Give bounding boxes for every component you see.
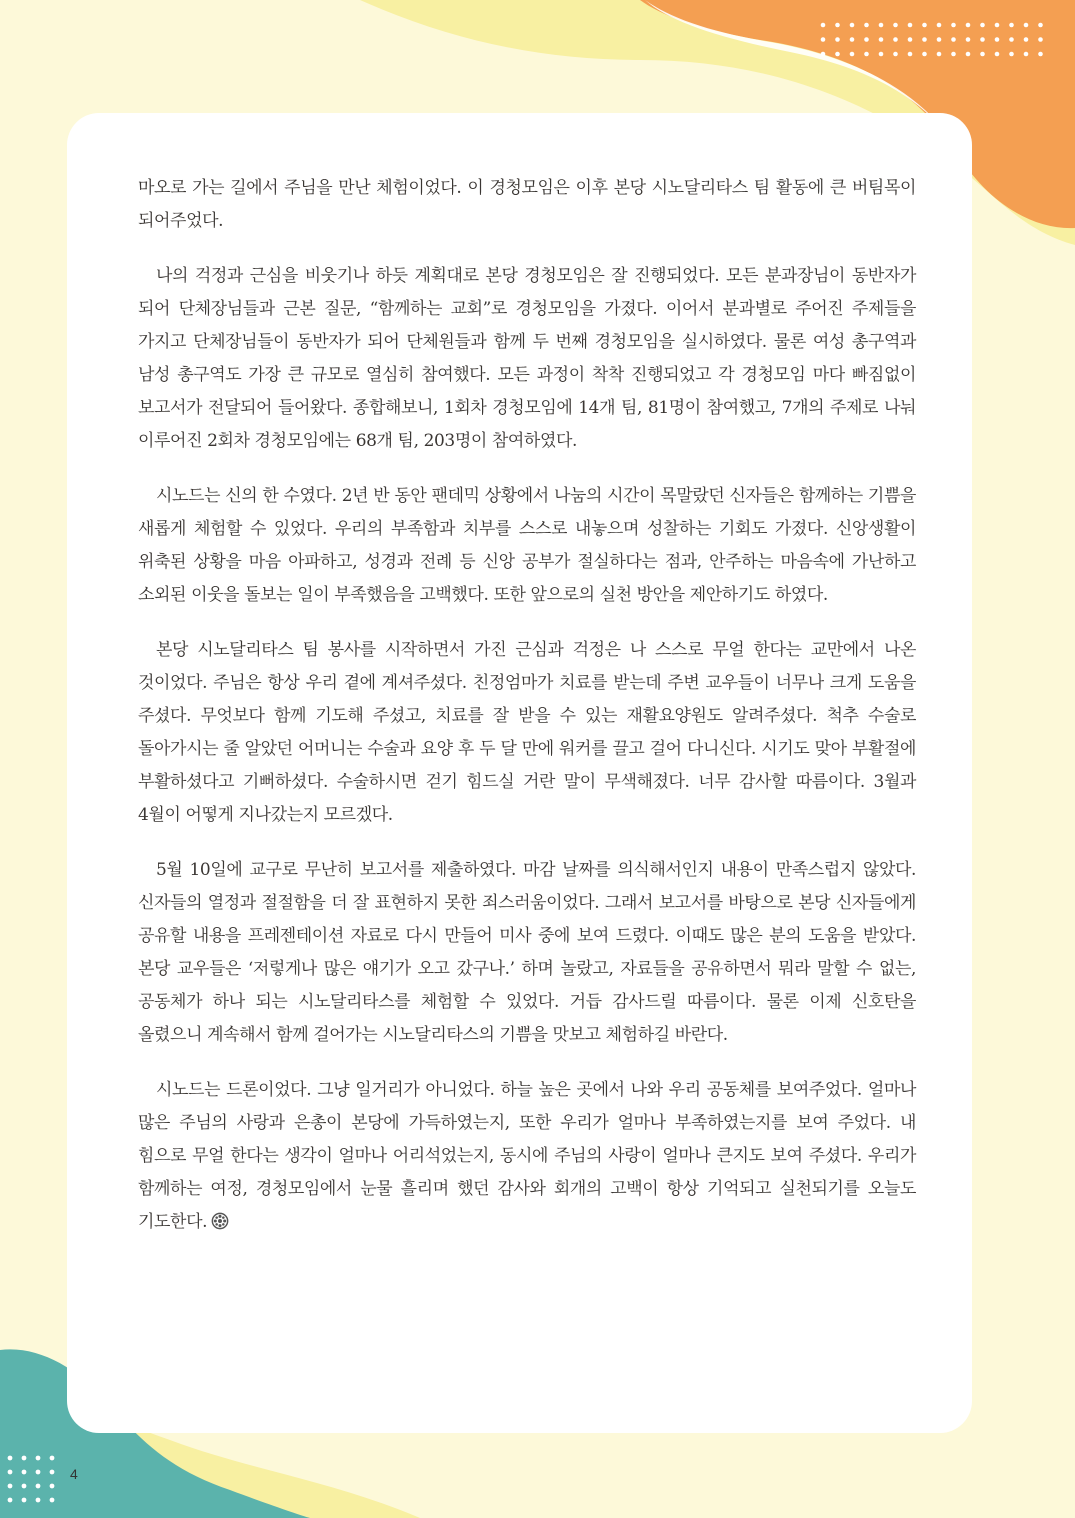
decor-dot [50,1456,55,1461]
paragraph-1: 마오로 가는 길에서 주님을 만난 체험이었다. 이 경청모임은 이후 본당 시노달리타스 팀 활동에 큰 버팀목이 되어주었다. [138,178,916,231]
decor-dot [922,23,927,28]
decor-dot [1009,37,1014,42]
decor-dot [980,23,985,28]
decor-dot [922,37,927,42]
decor-dot [1009,52,1014,57]
decor-dot [835,52,840,57]
decor-dot [995,37,1000,42]
decor-dot [951,23,956,28]
decor-dot [1024,23,1029,28]
decor-dot [36,1456,41,1461]
decor-dot [937,37,942,42]
decor-dot [22,1470,27,1475]
decor-dot [36,1484,41,1489]
decor-dot [1024,37,1029,42]
decor-dot [8,1470,13,1475]
decor-dot [966,52,971,57]
decor-dot [966,37,971,42]
decor-dot [951,37,956,42]
decor-dot [1038,37,1043,42]
decor-dot [36,1470,41,1475]
page-number: 4 [70,1466,78,1482]
decor-dot [50,1498,55,1503]
decor-dot [835,23,840,28]
decor-dot [850,52,855,57]
decor-dot [821,52,826,57]
decor-dot [50,1484,55,1489]
decor-dot [893,23,898,28]
decor-dot [864,23,869,28]
decor-dot [8,1484,13,1489]
decor-dot [980,37,985,42]
decor-dot [1009,23,1014,28]
decor-dot [850,37,855,42]
decor-dot [879,23,884,28]
decor-dot [995,52,1000,57]
decor-dot [835,37,840,42]
decor-dot [22,1484,27,1489]
decor-dot [908,52,913,57]
decor-dot [908,37,913,42]
decor-dot [922,52,927,57]
decor-dot [22,1498,27,1503]
paragraph-3: 시노드는 신의 한 수였다. 2년 반 동안 팬데믹 상황에서 나눔의 시간이 목말랐던 신자들은 함께하는 기쁨을 새롭게 체험할 수 있었다. 우리의 부족함과 치부를 스스로 내놓으며 성찰하는 기회도 가졌다. 신앙생활이 위축된 상황을 마음 아파하고, 성경과 전례 등 신앙 공부가 절실하다는 점과, 안주하는 마음속에 가난하고 소외된 이웃을 돌보는 일이 부족했음을 고백했다. 또한 앞으로의 실천 방안을 제안하기도 하였다. [138,486,916,605]
decor-dot [951,52,956,57]
decor-dot [879,52,884,57]
decor-dot [864,37,869,42]
decor-dot [50,1470,55,1475]
decor-dot [893,52,898,57]
decor-dot [1038,23,1043,28]
decor-dot [980,52,985,57]
decor-dot [966,23,971,28]
paragraph-6 [138,1074,916,1239]
decor-dot [937,52,942,57]
decor-dot [908,23,913,28]
decor-dot [821,23,826,28]
decor-dot [893,37,898,42]
wheel-emblem-icon [211,1212,229,1230]
decor-dot [1038,52,1043,57]
decor-dot [8,1498,13,1503]
article-body [138,172,916,1261]
decor-dot [850,23,855,28]
decor-dot [937,23,942,28]
paragraph-2: 나의 걱정과 근심을 비웃기나 하듯 계획대로 본당 경청모임은 잘 진행되었다. 모든 분과장님이 동반자가 되어 단체장님들과 근본 질문, “함께하는 교회”로 경청모임을 가졌다. 이어서 분과별로 주어진 주제들을 가지고 단체장님들이 동반자가 되어 단체원들과 함께 두 번째 경청모임을 실시하였다. 물론 여성 총구역과 남성 총구역도 가장 큰 규모로 열심히 참여했다. 모든 과정이 착착 진행되었고 각 경청모임 마다 빠짐없이 보고서가 전달되어 들어왔다. 종합해보니, 1회차 경청모임에 14개 팀, 81명이 참여했고, 7개의 주제로 나눠 이루어진 2회차 경청모임에는 68개 팀, 203명이 참여하였다. [138,266,916,451]
decor-dot [1024,52,1029,57]
decor-dot [8,1456,13,1461]
decor-dot [995,23,1000,28]
paragraph-6-text: 시노드는 드론이었다. 그냥 일거리가 아니었다. 하늘 높은 곳에서 나와 우리 공동체를 보여주었다. 얼마나 많은 주님의 사랑과 은총이 본당에 가득하였는지, 또한 우리가 얼마나 부족하였는지를 보여 주었다. 내 힘으로 무얼 한다는 생각이 얼마나 어리석었는지, 동시에 주님의 사랑이 얼마나 큰지도 보여 주셨다. 우리가 함께하는 여정, 경청모임에서 눈물 흘리며 했던 감사와 회개의 고백이 항상 기억되고 실천되기를 오늘도 기도한다. [138,1080,916,1232]
decor-dot [36,1498,41,1503]
paragraph-5: 5월 10일에 교구로 무난히 보고서를 제출하였다. 마감 날짜를 의식해서인지 내용이 만족스럽지 않았다. 신자들의 열정과 절절함을 더 잘 표현하지 못한 죄스러움이었다. 그래서 보고서를 바탕으로 본당 신자들에게 공유할 내용을 프레젠테이션 자료로 다시 만들어 미사 중에 보여 드렸다. 이때도 많은 분의 도움을 받았다. 본당 교우들은 ‘저렇게나 많은 얘기가 오고 갔구나.’ 하며 놀랐고, 자료들을 공유하면서 뭐라 말할 수 없는, 공동체가 하나 되는 시노달리타스를 체험할 수 있었다. 거듭 감사드릴 따름이다. 물론 이제 신호탄을 올렸으니 계속해서 함께 걸어가는 시노달리타스의 기쁨을 맛보고 체험하길 바란다. [138,860,916,1045]
paragraph-4: 본당 시노달리타스 팀 봉사를 시작하면서 가진 근심과 걱정은 나 스스로 무얼 한다는 교만에서 나온 것이었다. 주님은 항상 우리 곁에 계셔주셨다. 친정엄마가 치료를 받는데 주변 교우들이 너무나 크게 도움을 주셨다. 무엇보다 함께 기도해 주셨고, 치료를 잘 받을 수 있는 재활요양원도 알려주셨다. 척추 수술로 돌아가시는 줄 알았던 어머니는 수술과 요양 후 두 달 만에 워커를 끌고 걸어 다니신다. 시기도 맞아 부활절에 부활하셨다고 기뻐하셨다. 수술하시면 걷기 힘드실 거란 말이 무색해졌다. 너무 감사할 따름이다. 3월과 4월이 어떻게 지나갔는지 모르겠다. [138,640,916,825]
decor-dot [22,1456,27,1461]
decor-dot [879,37,884,42]
decor-dot [864,52,869,57]
decor-dot [821,37,826,42]
